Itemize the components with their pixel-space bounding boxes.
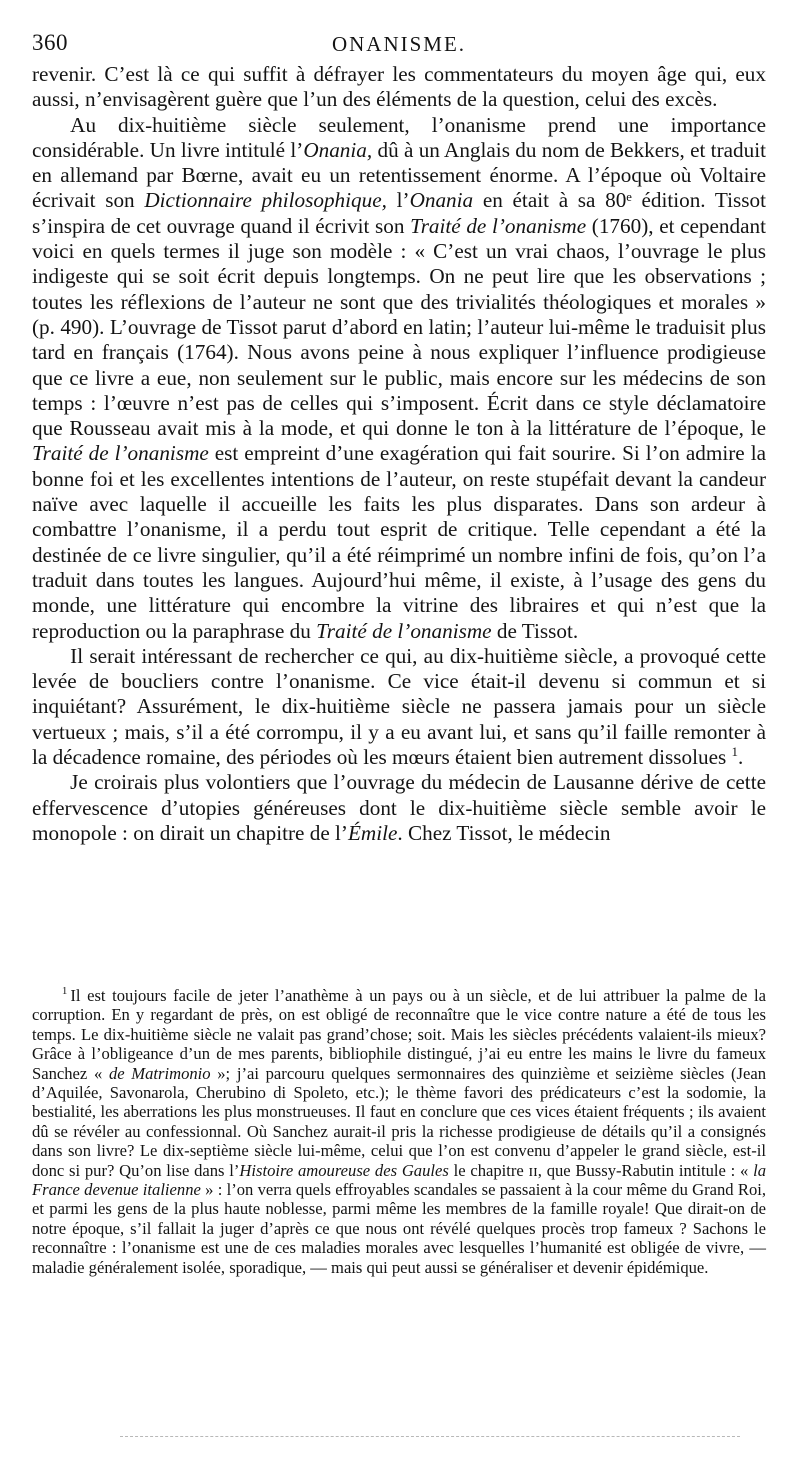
page-header [32, 30, 766, 62]
bottom-rule [120, 1436, 740, 1437]
title-traite: Traité de l’onanisme [32, 441, 209, 466]
running-title: ONANISME. [331, 32, 467, 56]
title-traite: Traité de l’onanisme [410, 213, 587, 238]
footnote-mark: 1 [61, 985, 68, 998]
title-histoire: Histoire amoureuse des Gaules [239, 1160, 449, 1180]
body-text [32, 62, 766, 846]
title-dictionnaire: Dictionnaire philosophique, [144, 188, 387, 213]
title-matrimonio: de Matrimonio [108, 1063, 211, 1083]
page-number: 360 [32, 30, 68, 55]
title-onania: Onania, [303, 137, 373, 162]
footnote-reference[interactable]: 1 [731, 743, 739, 759]
footnote-1: $^1$ Il est toujours facile de jeter l’anathème à un pays ou à un siècle, et de lui attribuer la palme de la corruption. En y regardant de près, on est obligé de reconnaître que le vice contre nature a été de tous les temps. Le dix-huitième siècle ne valait pas grand’chose; soit. Mais les siècles précédents valaient-ils mieux? Grâce à l’obligeance d’un de mes parents, bibliophile distingué, j’ai eu entre les mains le livre du fameux Sanchez « de Matrimonio »; j’ai parcouru quelques sermonnaires des quinzième et seizième siècles (Jean d’Aquilée, Savonarola, Cherubino di Spoleto, etc.); le thème favori des prédicateurs c’est la sodomie, la bestialité, les aberrations les plus monstrueuses. Il faut en conclure que ces vices étaient fréquents ; ils avaient dû se révéler au confessionnal. Où Sanchez aurait-il pris la richesse prodigieuse de détails qu’il a consignés dans son livre? Le dix-septième siècle lui-même, celui que l’on est convenu d’appeler le grand siècle, est-il donc si pur? Qu’on lise dans l’Histoire amoureuse des Gaules le chapitre ɪɪ, que Bussy-Rabutin intitule : « la France devenue italienne » : l’on verra quels effroyables scandales se passaient à la cour même du Grand Roi, et parmi les gens de la plus haute noblesse, parmi même les membres de la famille royale! Que dirait-on de notre époque, s’il fallait la juger d’après ce que nous ont révélé quelques procès trop fameux ? Sachons le reconnaître : l’onanisme est une de ces maladies morales avec lesquelles l’humanité est obligée de vivre, — maladie généralement isolée, sporadique, — mais qui peut aussi se généraliser et devenir épidémique. [32, 985, 766, 1277]
title-emile: Émile [347, 820, 398, 845]
title-onania: Onania [409, 188, 474, 213]
title-france: la France devenue italienne [32, 1160, 766, 1200]
footnotes [32, 986, 766, 1277]
title-traite: Traité de l’onanisme [316, 618, 492, 643]
paragraph-dix-huitieme: Il serait intéressant de rechercher ce qui, au dix-huitième siècle, a provoqué cette levée de boucliers contre l’onanisme. Ce vice était-il devenu si commun et si inquiétant? Assurément, le dix-huitième siècle ne passera jamais pour un siècle vertueux ; mais, s’il a été corrompu, il y a eu avant lui, et sans qu’il faille remonter à la décadence romaine, des périodes où les mœurs étaient bien autrement dissolues $^1$. [32, 643, 766, 770]
paragraph-onania: Au dix-huitième siècle seulement, l’onanisme prend une importance considérable. Un livre intitulé l’Onania, dû à un Anglais du nom de Bekkers, et traduit en allemand par Bœrne, avait eu un retentissement énorme. A l’époque où Voltaire écrivait son Dictionnaire philosophique, l’Onania en était à sa 80ᵉ édition. Tissot s’inspira de cet ouvrage quand il écrivit son Traité de l’onanisme (1760), et cependant voici en quels termes il juge son modèle : « C’est un vrai chaos, l’ouvrage le plus indigeste qui se soit écrit depuis longtemps. On ne peut lire que les observations ; toutes les réflexions de l’auteur ne sont que des trivialités théologiques et morales » (p. 490). L’ouvrage de Tissot parut d’abord en latin; l’auteur lui-même le traduisit plus tard en français (1764). Nous avons peine à nous expliquer l’influence prodigieuse que ce livre a eue, non seulement sur le public, mais encore sur les médecins de son temps : l’œuvre n’est pas de celles qui s’imposent. Écrit dans ce style déclamatoire que Rousseau avait mis à la mode, et qui donne le ton à la littérature de l’époque, le Traité de l’onanisme est empreint d’une exagération qui fait sourire. Si l’on admire la bonne foi et les excellentes intentions de l’auteur, on reste stupéfait devant la candeur naïve avec laquelle il accueille les faits les plus disparates. Dans son ardeur à combattre l’onanisme, il a perdu tout esprit de critique. Telle cependant a été la destinée de ce livre singulier, qu’il a été réimprimé un nombre infini de fois, qu’on l’a traduit dans toutes les langues. Aujourd’hui même, il existe, à l’usage des gens du monde, une littérature qui encombre la vitrine des libraires et qui n’est que la reproduction ou la paraphrase du Traité de l’onanisme de Tissot. [32, 112, 766, 643]
paragraph-lausanne: Je croirais plus volontiers que l’ouvrage du médecin de Lausanne dérive de cette effervescence d’utopies généreuses dont le dix-huitième siècle semble avoir le monopole : on dirait un chapitre de l’Émile. Chez Tissot, le médecin [32, 770, 766, 845]
paragraph-continued: revenir. C’est là ce qui suffit à défrayer les commentateurs du moyen âge qui, eux aussi, n’envisagèrent guère que l’un des éléments de la question, celui des excès. [32, 62, 766, 112]
